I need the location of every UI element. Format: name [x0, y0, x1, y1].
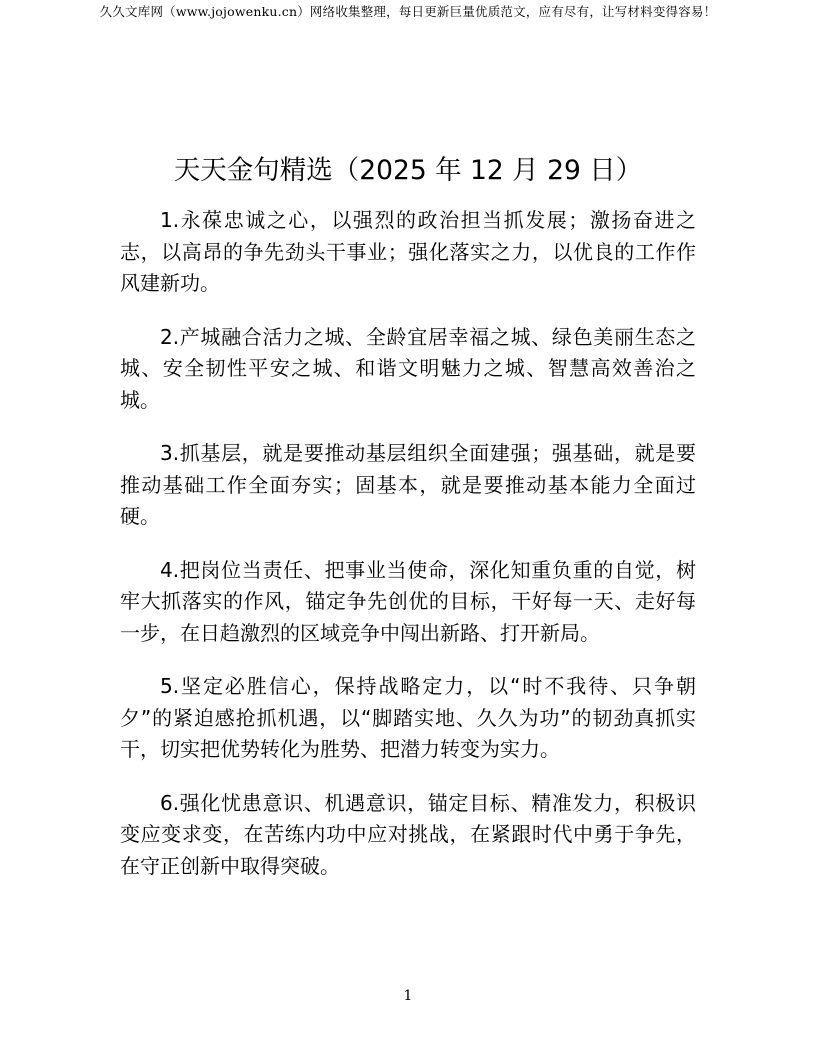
paragraph-6: 6.强化忧患意识、机遇意识，锚定目标、精准发力，积极识变应变求变，在苦练内功中应对挑战，在紧跟时代中勇于争先，在守正创新中取得突破。	[120, 790, 696, 878]
page-number: 1	[403, 988, 413, 1004]
paragraph-2: 2.产城融合活力之城、全龄宜居幸福之城、绿色美丽生态之城、安全韧性平安之城、和谐文明魅力之城、智慧高效善治之城。	[120, 324, 696, 412]
paragraph-3: 3.抓基层，就是要推动基层组织全面建强；强基础，就是要推动基础工作全面夯实；固基本，就是要推动基本能力全面过硬。	[120, 441, 696, 528]
paragraph-4: 4.把岗位当责任、把事业当使命，深化知重负重的自觉，树牢大抓落实的作风，锚定争先创优的目标，干好每一天、走好每一步，在日趋激烈的区域竞争中闯出新路、打开新局。	[120, 557, 696, 645]
paragraph-5: 5.坚定必胜信心，保持战略定力，以“时不我待、只争朝夕”的紧迫感抢抓机遇，以“脚踏实地、久久为功”的韧劲真抓实干，切实把优势转化为胜势、把潜力转变为实力。	[120, 674, 696, 761]
document-title: 天天金句精选（2025 年 12 月 29 日）	[173, 155, 643, 186]
header-banner: 久久文库网（www.jojowenku.cn）网络收集整理，每日更新巨量优质范文，应有尽有，让写材料变得容易！	[99, 4, 717, 19]
paragraph-1: 1.永葆忠诚之心，以强烈的政治担当抓发展；激扬奋进之志，以高昂的争先劲头干事业；强化落实之力，以优良的工作作风建新功。	[120, 208, 696, 295]
document-body	[120, 205, 696, 904]
